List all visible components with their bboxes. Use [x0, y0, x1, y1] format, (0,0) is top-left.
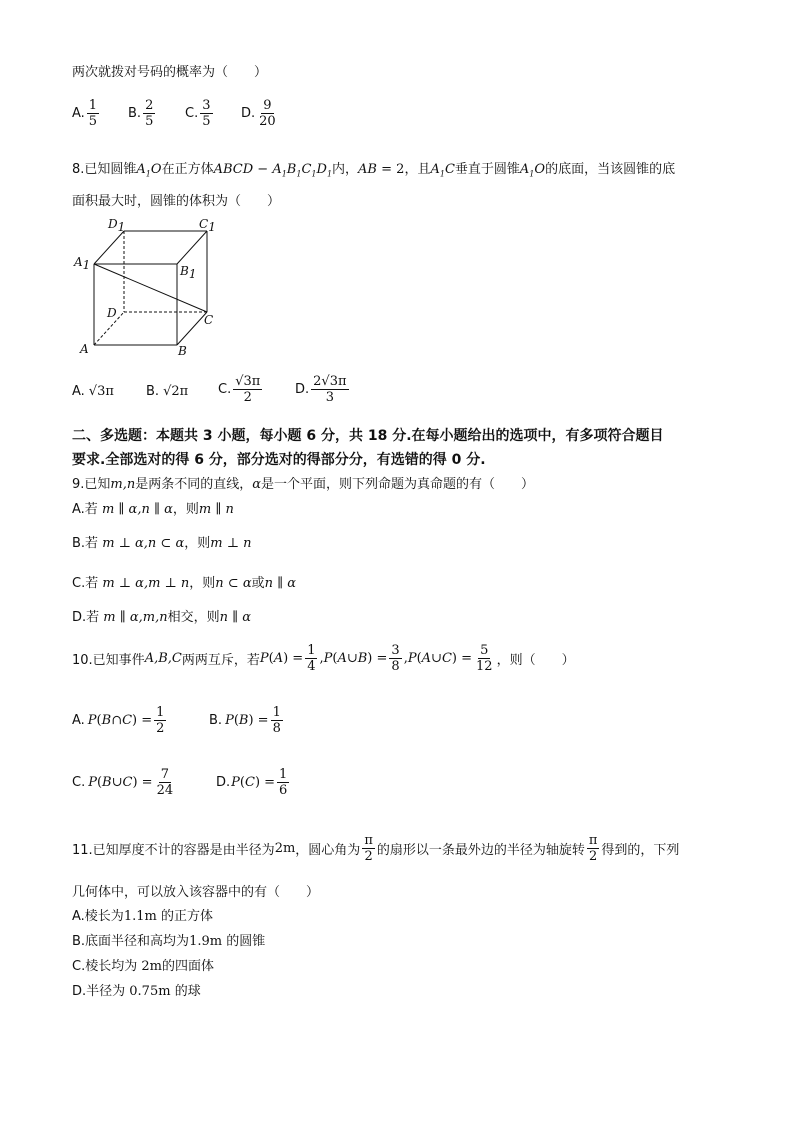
q8-c-fraction: $\frac{√3\pi}{2}$ — [235, 374, 261, 405]
q11-option-b: B.底面半径和高均为1.9m 的圆锥 — [72, 934, 266, 949]
q10-option-c: C. P ( B ∪ C ) = $\frac{7}{24}$ — [72, 767, 174, 798]
label-C: C — [204, 313, 214, 327]
q11-option-d: D.半径为 0.75m 的球 — [72, 984, 201, 999]
section2-heading-line2: 要求.全部选对的得 6 分，部分选对的得部分分，有选错的得 0 分. — [72, 452, 486, 468]
q7-d-fraction: $\frac{9}{20}$ — [259, 98, 276, 129]
q7-tail: 两次就拨对号码的概率为（ ） — [72, 65, 268, 80]
q11-option-c: C.棱长均为 2m的四面体 — [72, 959, 214, 974]
q7-c-fraction: $\frac{3}{5}$ — [202, 98, 211, 129]
q7-option-c: C. $\frac{3}{5}$ — [185, 98, 211, 129]
q9-option-b: B.若 m ⊥ α,n ⊂ α，则m ⊥ n — [72, 536, 252, 551]
label-D1: D1 — [108, 217, 126, 234]
label-A1: A1 — [74, 255, 91, 272]
label-C1: C1 — [199, 217, 216, 234]
label-A: A — [80, 342, 89, 356]
q7-option-a: A. $\frac{1}{5}$ — [72, 98, 98, 129]
q8-option-d: D. $\frac{2√3\pi}{3}$ — [295, 374, 347, 405]
q10-option-d: D. P ( C ) = $\frac{1}{6}$ — [216, 767, 288, 798]
q9-option-c: C.若 m ⊥ α,m ⊥ n，则n ⊂ α或n ∥ α — [72, 576, 297, 591]
label-D: D — [107, 306, 117, 320]
q7-option-d: D. $\frac{9}{20}$ — [241, 98, 276, 129]
q7-option-b: B. $\frac{2}{5}$ — [128, 98, 154, 129]
label-B: B — [178, 344, 187, 358]
q10-option-b: B. P ( B ) = $\frac{1}{8}$ — [209, 705, 281, 736]
q11-stem: 11.已知厚度不计的容器是由半径为 2m ，圆心角为 $\frac{\pi}{2}$ 的扇形以一条最外边的半径为轴旋转 $\frac{\pi}{2}$ 得到的，下列 — [72, 833, 680, 864]
section2-heading-line1: 二、多选题：本题共 3 小题，每小题 6 分，共 18 分.在每小题给出的选项中，有多项符合题目 — [72, 428, 664, 444]
q8-stem: 8.已知圆锥$A_1O$在正方体ABCD − $A_1B_1C_1D_1$内，AB = 2，且$A_1C$垂直于圆锥$A_1O$的底面，当该圆锥的底 — [72, 162, 676, 179]
q8-stem-line2: 面积最大时，圆锥的体积为（ ） — [72, 194, 281, 209]
q10-option-a: A. P ( B ∩ C ) = $\frac{1}{2}$ — [72, 705, 165, 736]
q7-a-fraction: $\frac{1}{5}$ — [88, 98, 98, 129]
q11-option-a: A.棱长为1.1m 的正方体 — [72, 909, 213, 924]
q8-option-a: A. √3π — [72, 384, 114, 399]
q8-d-fraction: $\frac{2√3\pi}{3}$ — [313, 374, 347, 405]
q9-option-a: A.若 m ∥ α,n ∥ α，则m ∥ n — [72, 502, 234, 517]
q11-stem-line2: 几何体中，可以放入该容器中的有（ ） — [72, 885, 320, 900]
q10-stem: 10.已知事件 A,B,C 两两互斥，若 P ( A ) = $\frac{1}{4}$ , P ( A ∪ B ) = $\frac{3}{8}$ , P ( A ∪ C ) = $\frac{5}{12}$ ，则（ ） — [72, 643, 575, 674]
q9-option-d: D.若 m ∥ α,m,n相交，则n ∥ α — [72, 610, 252, 625]
q9-stem: 9.已知m,n是两条不同的直线，α是一个平面，则下列命题为真命题的有（ ） — [72, 477, 535, 492]
q8-option-c: C. $\frac{√3\pi}{2}$ — [218, 374, 261, 405]
label-B1: B1 — [180, 264, 197, 281]
q7-b-fraction: $\frac{2}{5}$ — [145, 98, 154, 129]
q8-option-b: B. √2π — [146, 384, 189, 399]
cube-figure — [70, 214, 230, 359]
